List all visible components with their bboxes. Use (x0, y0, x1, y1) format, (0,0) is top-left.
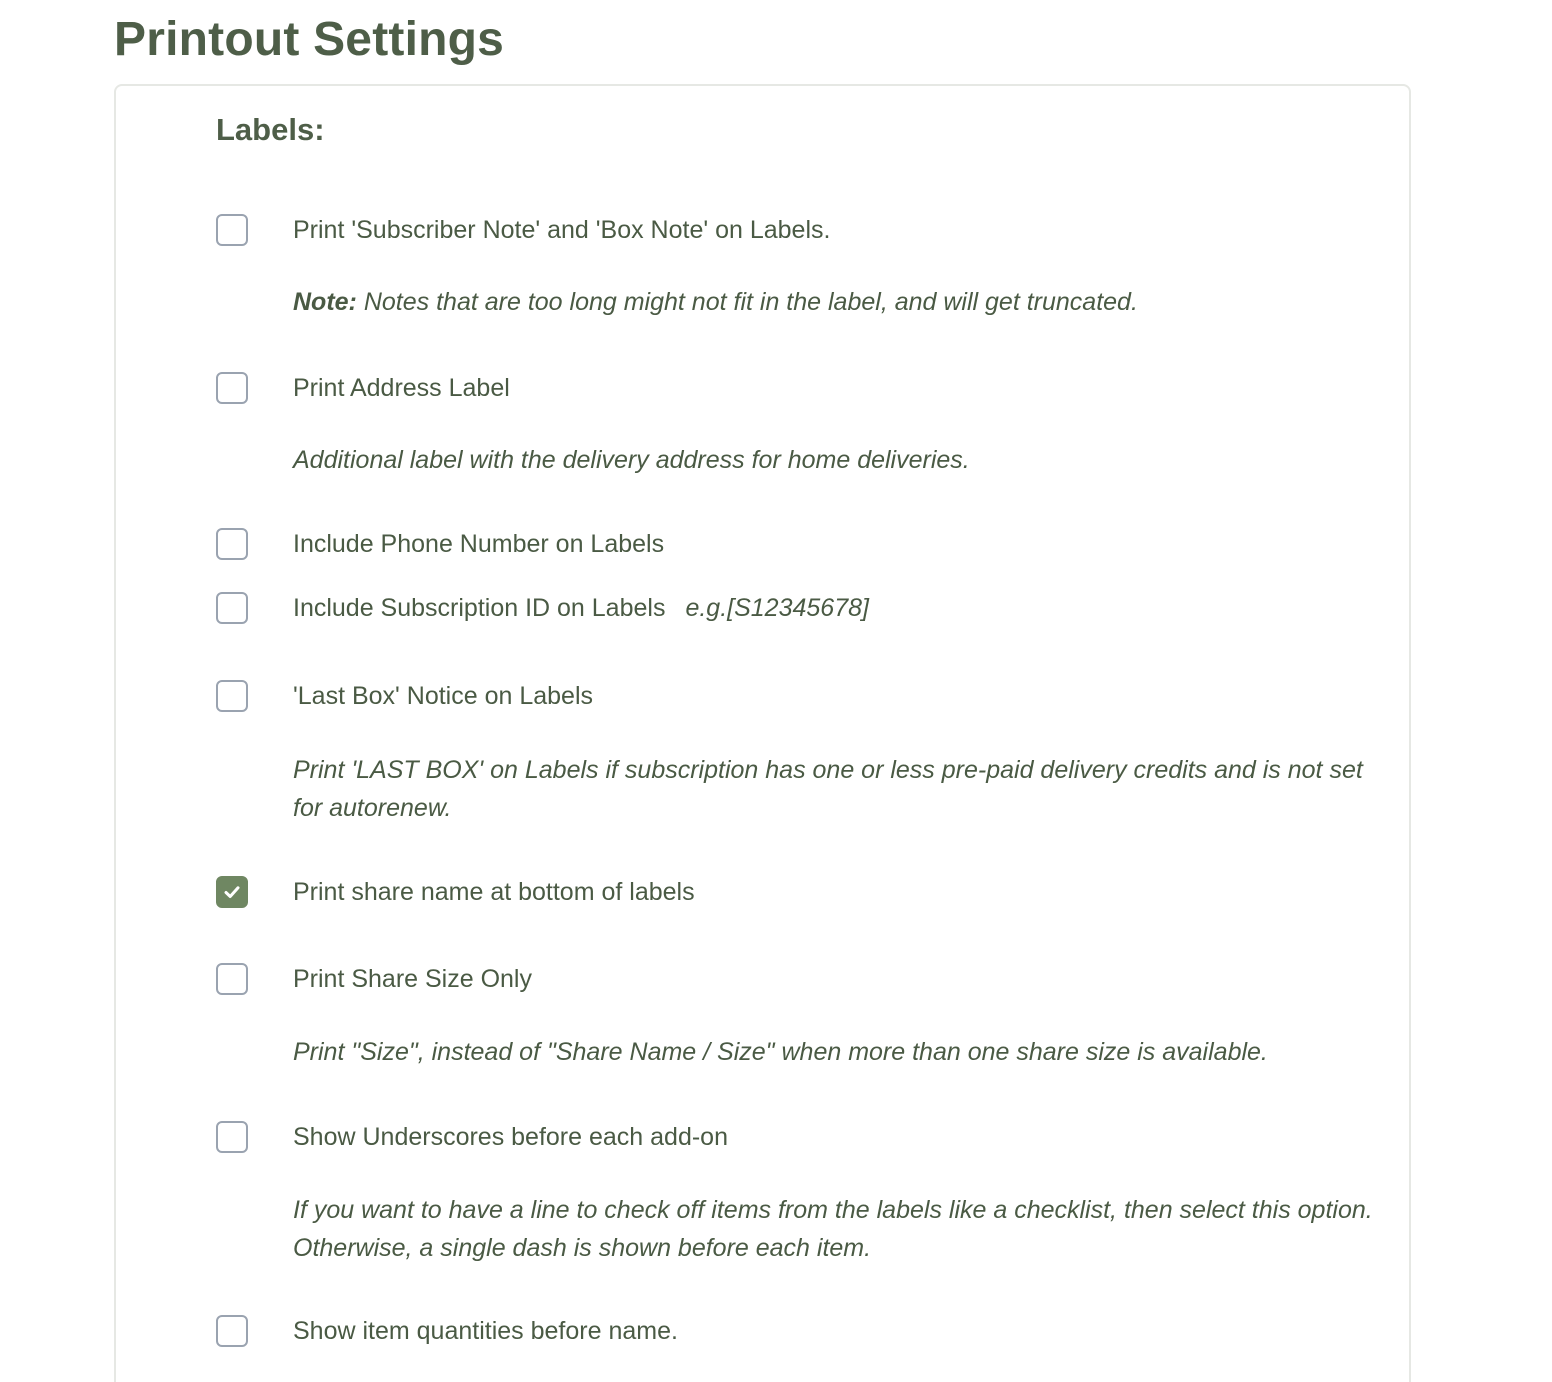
checkbox-subscriber-box-note[interactable] (216, 214, 248, 246)
checkbox-show-item-quantities[interactable] (216, 1315, 248, 1347)
note-prefix: Note: (293, 288, 357, 316)
help-last-box-notice: Print 'LAST BOX' on Labels if subscription has one or less pre-paid delivery credits and is not set for autorenew. (293, 756, 1363, 822)
checkmark-icon (223, 883, 241, 901)
checkbox-print-share-name[interactable] (216, 876, 248, 908)
option-label-last-box-notice[interactable]: 'Last Box' Notice on Labels (293, 682, 593, 710)
help-show-underscores: If you want to have a line to check off items from the labels like a checklist, then select this option. Otherwise, a single dash is shown before each item. (293, 1196, 1373, 1262)
help-subscriber-box-note (293, 283, 1393, 321)
option-label-show-underscores[interactable]: Show Underscores before each add-on (293, 1123, 728, 1151)
checkbox-print-address-label[interactable] (216, 372, 248, 404)
help-print-share-size-only: Print "Size", instead of "Share Name / Size" when more than one share size is available. (293, 1038, 1268, 1066)
help-print-address-label: Additional label with the delivery address for home deliveries. (293, 446, 970, 474)
option-label-text: Include Subscription ID on Labels (293, 594, 666, 622)
option-label-include-phone-number[interactable]: Include Phone Number on Labels (293, 530, 665, 558)
option-label-show-item-quantities[interactable]: Show item quantities before name. (293, 1317, 678, 1345)
checkbox-show-underscores[interactable] (216, 1121, 248, 1153)
option-label-subscriber-box-note[interactable]: Print 'Subscriber Note' and 'Box Note' on Labels. (293, 216, 831, 244)
option-label-include-subscription-id[interactable] (293, 591, 869, 625)
subscription-id-example: e.g.[S12345678] (685, 594, 869, 622)
page-title: Printout Settings (114, 13, 505, 66)
checkbox-print-share-size-only[interactable] (216, 963, 248, 995)
help-text-subscriber-box-note: Notes that are too long might not fit in the label, and will get truncated. (356, 288, 1138, 316)
option-label-print-address-label[interactable]: Print Address Label (293, 374, 510, 402)
labels-settings-panel (114, 84, 1411, 1382)
checkbox-last-box-notice[interactable] (216, 680, 248, 712)
checkbox-include-subscription-id[interactable] (216, 592, 248, 624)
checkbox-include-phone-number[interactable] (216, 528, 248, 560)
option-label-print-share-size-only[interactable]: Print Share Size Only (293, 965, 532, 993)
section-title-labels: Labels: (216, 112, 325, 147)
option-label-print-share-name[interactable]: Print share name at bottom of labels (293, 878, 695, 906)
